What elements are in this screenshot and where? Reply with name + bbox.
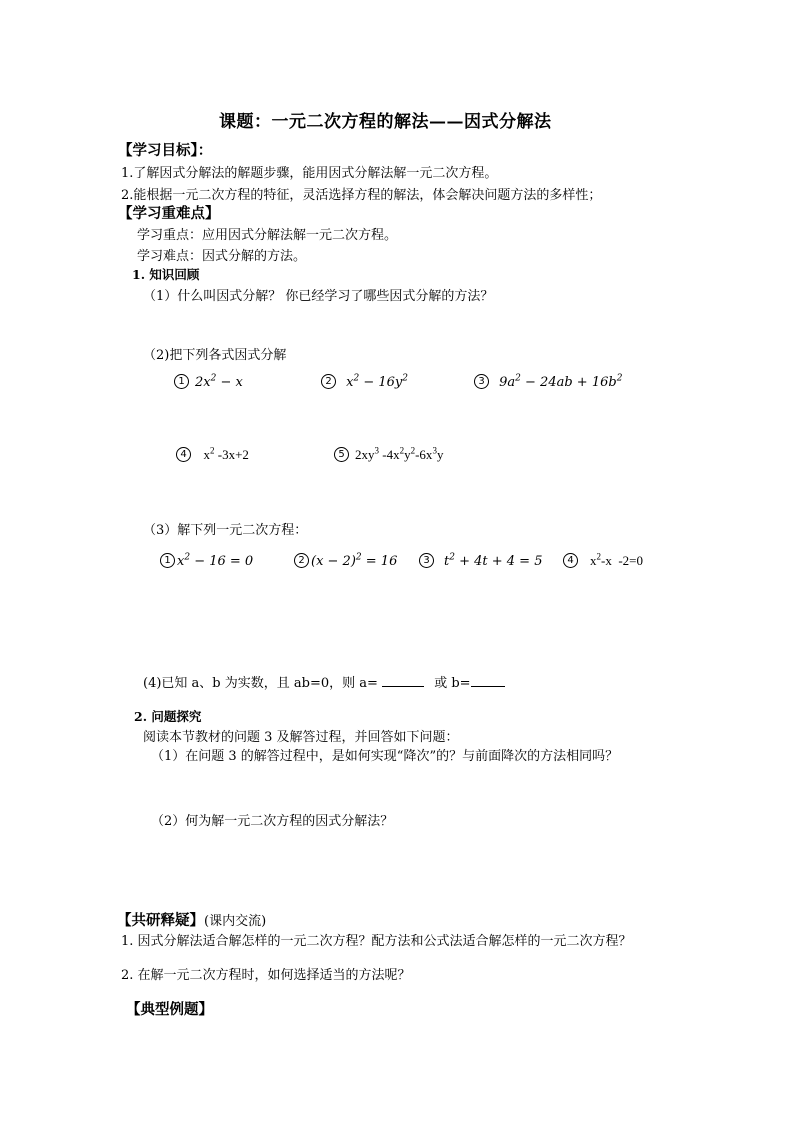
equation-3: 3 $t^2 + 4t + 4 = 5$ bbox=[419, 550, 542, 569]
difficulty-text: 学习难点：因式分解的方法。 bbox=[137, 249, 307, 264]
goal-item-1: 1.了解因式分解法的解题步骤，能用因式分解法解一元二次方程。 bbox=[121, 166, 498, 181]
q4-prefix: (4)已知 a、b 为实数，且 ab=0，则 a= bbox=[143, 676, 378, 691]
q4-middle: 或 b= bbox=[434, 676, 471, 691]
equation-2: 2 $(x - 2)^2 = 16$ bbox=[294, 550, 397, 569]
circled-number: 1 bbox=[174, 374, 189, 389]
circled-number: 2 bbox=[294, 553, 309, 568]
factor-item-2: 2 $x^2 - 16y^2$ bbox=[321, 371, 408, 390]
factor-item-4: 4 $x^2$ -3x+2 bbox=[176, 444, 249, 463]
examples-heading: 【典型例题】 bbox=[126, 1001, 213, 1018]
discuss-item-1: 1. 因式分解法适合解怎样的一元二次方程？配方法和公式法适合解怎样的一元二次方程？ bbox=[121, 934, 632, 949]
circled-number: 1 bbox=[160, 553, 175, 568]
circled-number: 4 bbox=[563, 553, 578, 568]
answer-blank-b[interactable] bbox=[471, 686, 505, 687]
review-q4 bbox=[143, 672, 505, 691]
goal-item-2: 2.能根据一元二次方程的特征，灵活选择方程的解法，体会解决问题方法的多样性； bbox=[121, 188, 602, 203]
review-q3: （3）解下列一元二次方程： bbox=[143, 523, 308, 538]
key-points-heading: 【学习重难点】 bbox=[118, 205, 220, 222]
discuss-item-2: 2. 在解一元二次方程时，如何选择适当的方法呢？ bbox=[121, 968, 411, 983]
circled-number: 3 bbox=[474, 374, 489, 389]
circled-number: 4 bbox=[176, 447, 191, 462]
explore-intro: 阅读本节教材的问题 3 及解答过程，并回答如下问题： bbox=[143, 730, 459, 745]
circled-number: 5 bbox=[334, 447, 349, 462]
explore-heading: 2. 问题探究 bbox=[134, 709, 202, 724]
factor-item-3: 3 $9a^2 - 24ab + 16b^2$ bbox=[474, 371, 622, 390]
review-q2: （2)把下列各式因式分解 bbox=[143, 348, 287, 363]
explore-q2: （2）何为解一元二次方程的因式分解法？ bbox=[151, 814, 394, 829]
circled-number: 3 bbox=[419, 553, 434, 568]
factor-item-5: 5 $2xy^3$ $-4x^2y^2-6x^3y$ bbox=[334, 444, 443, 463]
discuss-heading: 【共研释疑】 bbox=[117, 912, 204, 929]
review-heading: 1. 知识回顾 bbox=[132, 267, 200, 282]
page-title: 课题：一元二次方程的解法——因式分解法 bbox=[219, 112, 552, 132]
factor-item-1: 1 $2x^2 - x$ bbox=[174, 371, 243, 390]
goals-heading: 【学习目标】： bbox=[118, 142, 213, 159]
equation-1: 1 $x^2 - 16 = 0$ bbox=[160, 550, 253, 569]
discuss-sub: (课内交流) bbox=[204, 914, 267, 929]
circled-number: 2 bbox=[321, 374, 336, 389]
explore-q1: （1）在问题 3 的解答过程中，是如何实现“降次”的？与前面降次的方法相同吗？ bbox=[151, 749, 619, 764]
discuss-heading-line bbox=[117, 909, 266, 930]
answer-blank-a[interactable] bbox=[382, 686, 424, 687]
equation-4: 4 $x^2-x$ -2=0 bbox=[563, 550, 643, 569]
review-q1: （1）什么叫因式分解？ 你已经学习了哪些因式分解的方法？ bbox=[143, 289, 494, 304]
focus-text: 学习重点：应用因式分解法解一元二次方程。 bbox=[137, 228, 398, 243]
